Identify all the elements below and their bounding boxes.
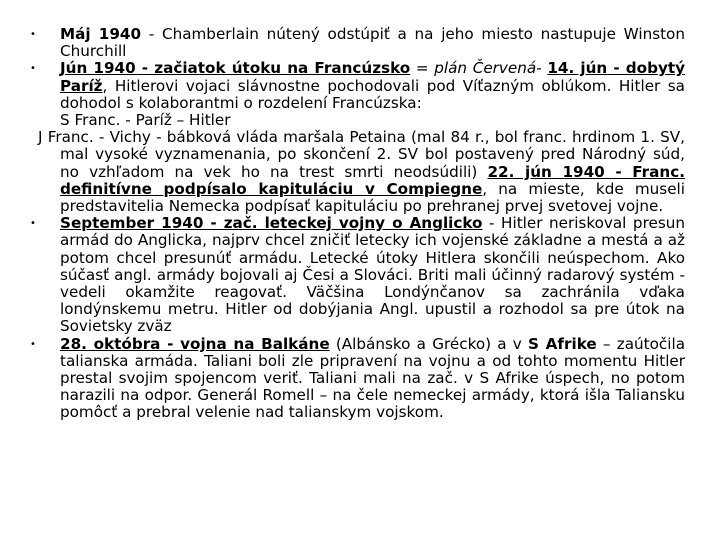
bullet-marker: • [30,29,36,40]
item-text: , Hitlerovi vojaci slávnostne pochodovali pod Víťazným oblúkom. Hitler sa dohodol s kolaborantmi o rozdelení Francúzska: [60,76,685,112]
item-text: - Hitler neriskoval presun armád do Anglicka, najprv chcel zničiť letecky ich vojenské základne a mestá a až potom chcel presunúť armádu. Letecké útoky Hitlera skončili neúspechom. Ako súčasť angl. armády bojovali aj Česi a Slováci. Briti mali účinný radarový systém - vedeli okamžite reagovať. Väčšina Londýnčanov sa zachránila vďaka londýnskemu metru. Hitler od dobýjania Angl. upustil a rozhodol sa pre útok na Sovietsky zväz [60,214,685,336]
item-paragraph [60,60,685,112]
date-heading: Máj 1940 [60,25,142,43]
bullet-marker: • [30,338,36,350]
item-text: – zaútočila talianska armáda. Taliani boli zle pripravení na vojnu a od tohto momentu Hitler prestal svojim spojencom veriť. Taliani mali na zač. v S Afrike úspech, no potom narazili na odpor. Generál Romell – na čele nemeckej armády, ktorá išla Taliansku pomôcť a prebral velenie nad talianskym vojskom. [60,334,685,422]
date-heading: Jún 1940 - začiatok útoku na Francúzsko [60,59,411,78]
plan-name: plán Červená [434,59,537,78]
capitulation-heading: 22. jún 1940 - Franc. definitívne podpísalo kapituláciu v Compiegne [60,162,685,198]
item-paragraph [60,26,685,60]
dash: - [536,59,548,78]
bullet-marker: • [30,218,36,230]
vichy-text: J Franc. - Vichy - bábková vláda maršala Petaina (mal 84 r., bol franc. hrdinom 1. SV, mal vysoké vyznamenania, po skončení 2. SV bol postavený pred Národný súd, no vzhľadom na vek ho na trest smrti neodsúdili) [38,128,685,181]
date-heading: 28. októbra - vojna na Balkáne [60,334,330,353]
item-paragraph [60,336,685,422]
date-heading: September 1940 - zač. leteckej vojny o Anglicko [60,214,483,233]
list-item-october-28 [30,336,685,422]
capitulation-text: , na mieste, kde museli predstavitelia Nemecka podpísať kapituláciu po prehranej prvej svetovej vojne. [60,179,685,216]
paris-heading: 14. jún - dobytý Paríž [60,59,685,95]
list-item-may-1940 [30,26,685,60]
equals-sign: = [410,59,435,78]
item-text: - Chamberlain nútený odstúpiť a na jeho miesto nastupuje Winston Churchill [60,25,685,61]
bullet-marker: • [30,63,36,75]
list-item-september-1940 [30,215,685,335]
north-france-line: S Franc. - Paríž – Hitler [60,111,231,130]
list-item-june-1940 [30,60,685,112]
africa-heading: S Afrike [528,334,597,353]
item-paragraph [60,215,685,335]
south-france-paragraph [38,128,685,216]
item-text-mid: (Albánsko a Grécko) a v [329,334,529,353]
bullet-list [30,26,685,422]
list-item-france-division [30,112,685,215]
